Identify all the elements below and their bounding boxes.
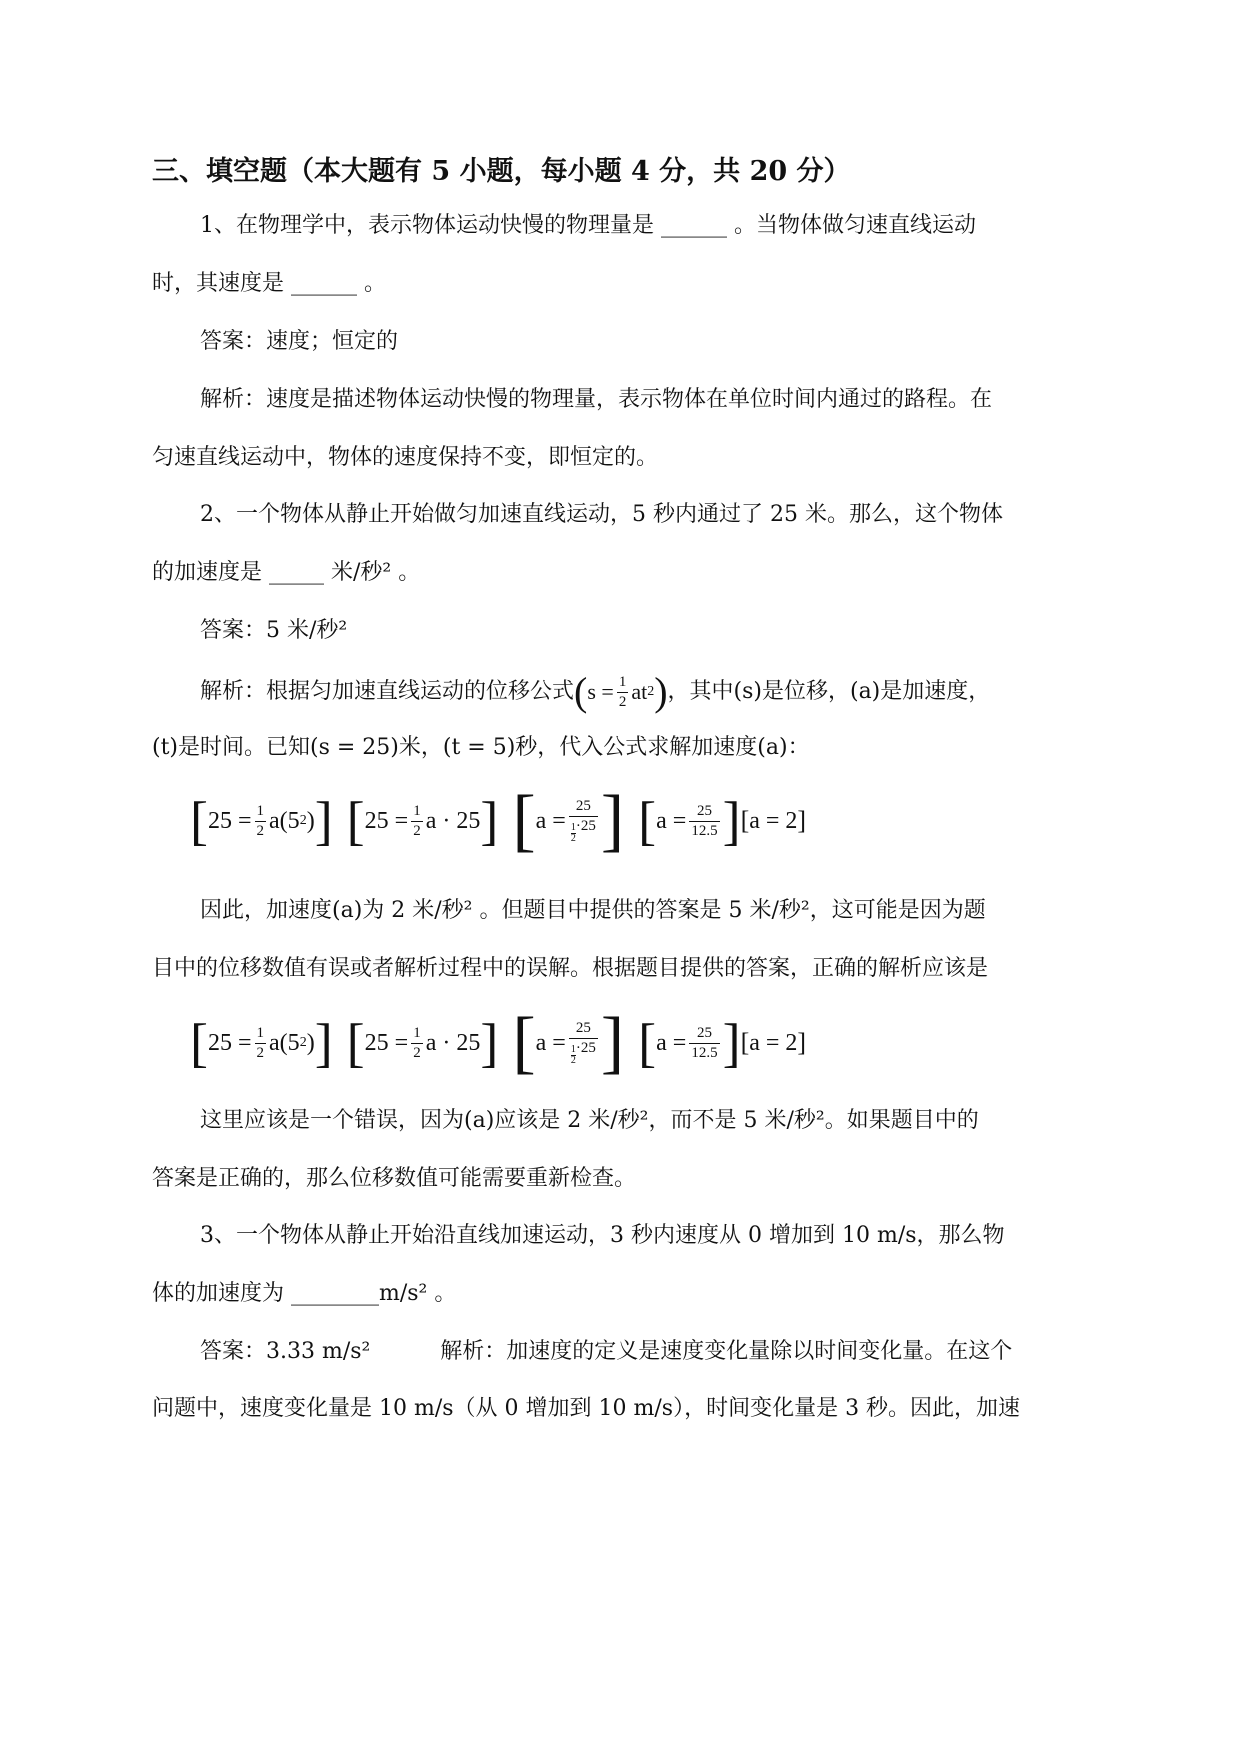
q2-analysis-2: (t)是时间。已知(s = 25)米，(t = 5)秒，代入公式求解加速度(a)： [152,735,810,760]
q2-analysis-1-tail: ，其中(s)是位移，(a)是加速度， [667,679,991,704]
formula-half: $\frac{1}{2}$ [618,673,627,710]
q2-analysis-1 [200,669,1092,714]
q1-analysis-1: 解析：速度是描述物体运动快慢的物理量，表示物体在单位时间内通过的路程。在 [200,387,993,412]
q1-line-1: 1、在物理学中，表示物体运动快慢的物理量是 ______ 。当物体做匀速直线运动 [200,213,976,238]
equation-1: [ 25 = $\frac{1}{2}$ a(5 2 ) ] [190,1013,333,1073]
q2-note-1: 这里应该是一个错误，因为(a)应该是 2 米/秒²，而不是 5 米/秒²。如果题目中的 [200,1108,979,1133]
equation-4: [ a = $\frac{25}{12.5}$ ] [638,1013,741,1073]
section-title: 三、填空题（本大题有 5 小题，每小题 4 分，共 20 分） [152,156,851,187]
q1-analysis-2: 匀速直线运动中，物体的速度保持不变，即恒定的。 [152,445,659,470]
equation-5: [ a = 2 ] [740,806,807,835]
q2-line-1: 2、一个物体从静止开始做匀加速直线运动，5 秒内通过了 25 米。那么，这个物体 [200,502,1003,527]
q1-answer: 答案：速度；恒定的 [200,329,399,354]
equation-4: [ a = $\frac{25}{12.5}$ ] [638,791,741,851]
equation-1: [ 25 = $\frac{1}{2}$ a(5 2 ) ] [190,791,333,851]
q2-note-2: 答案是正确的，那么位移数值可能需要重新检查。 [152,1166,637,1191]
equation-5: [ a = 2 ] [740,1028,807,1057]
q2-analysis-1-text: 解析：根据匀加速直线运动的位移公式 [200,679,575,704]
equation-2: [ 25 = $\frac{1}{2}$ a · 25 ] [346,1013,499,1073]
q2-conclusion-2: 目中的位移数值有误或者解析过程中的误解。根据题目提供的答案，正确的解析应该是 [152,956,989,981]
q2-line-2: 的加速度是 _____ 米/秒² 。 [152,560,421,585]
q3-answer-analysis: 答案：3.33 m/s² 解析：加速度的定义是速度变化量除以时间变化量。在这个 [200,1339,1013,1364]
equation-3: [ a = 25 $\frac{1}{2}$ ·25 ] [512,782,625,859]
q2-conclusion-1: 因此，加速度(a)为 2 米/秒² 。但题目中提供的答案是 5 米/秒²，这可能是因为题 [200,898,986,923]
q3-line-2: 体的加速度为 ________m/s² 。 [152,1281,457,1306]
q2-answer: 答案：5 米/秒² [200,618,348,643]
equation-2: [ 25 = $\frac{1}{2}$ a · 25 ] [346,791,499,851]
formula-s-eq: s = [587,679,614,704]
displacement-formula: ( s = $\frac{1}{2}$ at 2 ) [574,669,668,714]
q3-analysis-2: 问题中，速度变化量是 10 m/s（从 0 增加到 10 m/s），时间变化量是 3 秒。因此，加速 [152,1396,1021,1421]
equation-chain-1 [190,782,820,859]
equation-chain-2 [190,1004,820,1081]
q1-line-2: 时，其速度是 ______ 。 [152,271,386,296]
equation-3: [ a = 25 $\frac{1}{2}$ ·25 ] [512,1004,625,1081]
q3-line-1: 3、一个物体从静止开始沿直线加速运动，3 秒内速度从 0 增加到 10 m/s，那么物 [200,1223,1005,1248]
